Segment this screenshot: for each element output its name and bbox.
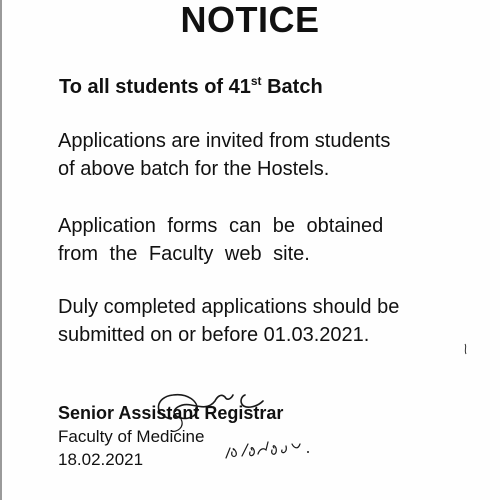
paragraph-line: from the Faculty web site. bbox=[58, 243, 310, 265]
handwritten-date-note bbox=[222, 428, 312, 468]
addressee-suffix: Batch bbox=[261, 76, 323, 98]
paragraph-line: Duly completed applications should be bbox=[58, 296, 400, 318]
paragraph-forms bbox=[58, 212, 458, 268]
paragraph-line: Application forms can be obtained bbox=[58, 215, 384, 237]
paragraph-deadline bbox=[58, 293, 458, 349]
paragraph-applications bbox=[58, 127, 458, 183]
signatory-department: Faculty of Medicine bbox=[58, 427, 205, 446]
paragraph-line: of above batch for the Hostels. bbox=[58, 158, 330, 180]
signatory-title: Senior Assistant Registrar bbox=[58, 403, 284, 423]
paragraph-line: Applications are invited from students bbox=[58, 130, 391, 152]
addressee-line bbox=[59, 74, 323, 100]
page-edge-line bbox=[0, 0, 2, 500]
addressee-prefix: To all students of 41 bbox=[59, 76, 251, 98]
scan-speck bbox=[462, 342, 470, 356]
signatory-date: 18.02.2021 bbox=[58, 450, 144, 469]
notice-title: NOTICE bbox=[180, 0, 320, 40]
paragraph-line: submitted on or before 01.03.2021. bbox=[58, 324, 370, 346]
addressee-superscript: st bbox=[250, 74, 262, 88]
